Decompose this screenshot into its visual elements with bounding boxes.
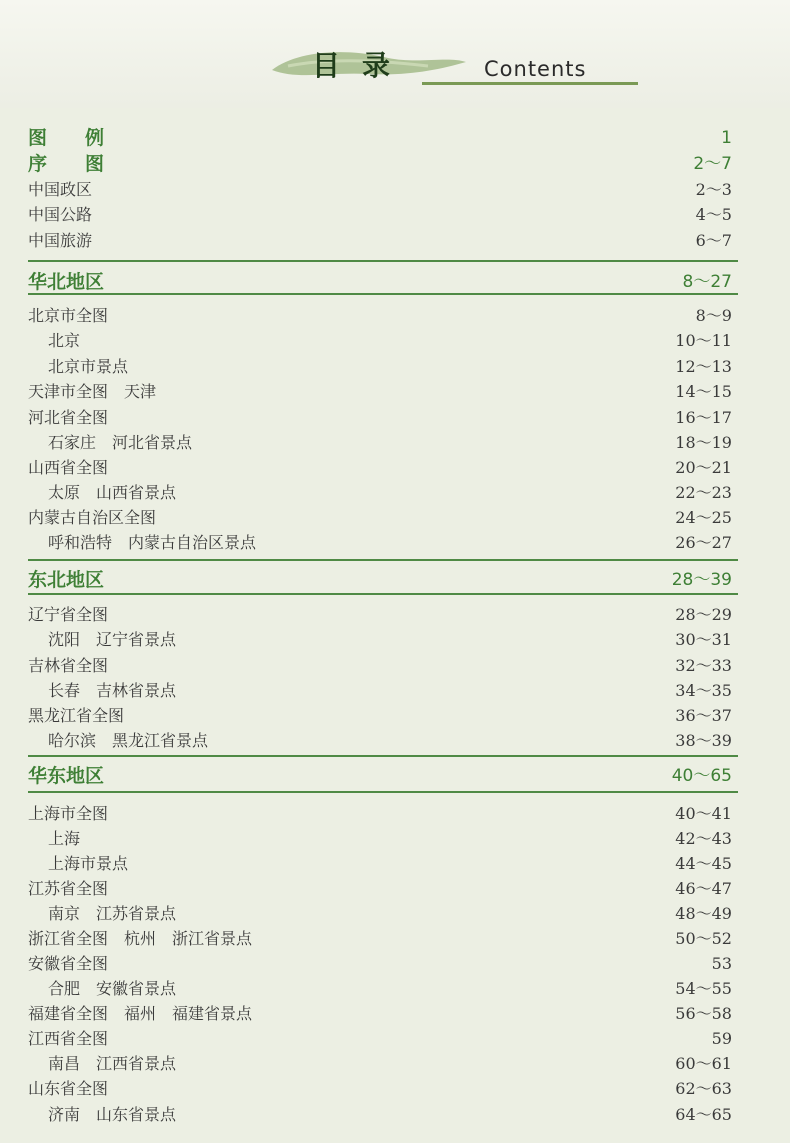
toc-entry-page: 2～3: [695, 180, 732, 199]
toc-entry-page: 36～37: [675, 706, 732, 725]
dot-leader: [194, 431, 673, 455]
toc-entry-page: 59: [711, 1029, 732, 1048]
toc-entry-title: 济南 山东省景点: [48, 1105, 177, 1124]
toc-entry-title: 内蒙古自治区全图: [28, 508, 157, 527]
dot-leader: [254, 927, 673, 951]
dot-leader: [258, 531, 673, 555]
toc-entry[interactable]: [28, 1052, 732, 1076]
toc-entry-page: 56～58: [675, 1004, 732, 1023]
section-divider: [28, 593, 738, 595]
dot-leader: [178, 628, 673, 652]
dot-leader: [82, 827, 673, 851]
toc-entry[interactable]: [28, 764, 732, 788]
toc-entry[interactable]: [28, 568, 732, 592]
toc-entry-page: 46～47: [675, 879, 732, 898]
dot-leader: [178, 1103, 673, 1127]
toc-entry-title: 北京市景点: [48, 357, 129, 376]
toc-entry[interactable]: [28, 178, 732, 202]
toc-entry-title: 东北地区: [28, 569, 105, 591]
toc-entry[interactable]: [28, 531, 732, 555]
toc-entry-title: 上海: [48, 829, 81, 848]
dot-leader: [130, 355, 673, 379]
toc-entry-title: 沈阳 辽宁省景点: [48, 630, 177, 649]
toc-entry[interactable]: [28, 380, 732, 404]
dot-leader: [110, 304, 694, 328]
toc-entry[interactable]: [28, 406, 732, 430]
toc-entry-page: 30～31: [675, 630, 732, 649]
toc-entry[interactable]: [28, 126, 732, 150]
toc-entry-page: 28～39: [671, 570, 732, 590]
toc-entry-title: 中国公路: [28, 205, 93, 224]
toc-entry-title: 哈尔滨 黑龙江省景点: [48, 731, 209, 750]
toc-entry-title: 江西省全图: [28, 1029, 109, 1048]
toc-entry[interactable]: [28, 304, 732, 328]
dot-leader: [106, 764, 670, 788]
dot-leader: [106, 270, 681, 294]
toc-entry-title: 合肥 安徽省景点: [48, 979, 177, 998]
section-divider: [28, 559, 738, 561]
dot-leader: [94, 229, 694, 253]
dot-leader: [178, 902, 673, 926]
toc-entry[interactable]: [28, 1077, 732, 1101]
toc-entry-title: 天津市全图 天津: [28, 382, 157, 401]
dot-leader: [178, 481, 673, 505]
toc-entry-page: 20～21: [675, 458, 732, 477]
toc-entry[interactable]: [28, 852, 732, 876]
toc-entry-page: 26～27: [675, 533, 732, 552]
toc-entry[interactable]: [28, 827, 732, 851]
toc-entry-title: 图 例: [28, 127, 105, 149]
toc-entry-page: 54～55: [675, 979, 732, 998]
toc-entry[interactable]: [28, 229, 732, 253]
toc-entry[interactable]: [28, 481, 732, 505]
dot-leader: [158, 506, 673, 530]
toc-entry-page: 4～5: [695, 205, 732, 224]
dot-leader: [178, 977, 673, 1001]
title-underline: [422, 82, 638, 85]
dot-leader: [110, 952, 710, 976]
toc-entry[interactable]: [28, 729, 732, 753]
toc-entry-title: 序 图: [28, 153, 105, 175]
toc-entry-title: 河北省全图: [28, 408, 109, 427]
toc-entry[interactable]: [28, 456, 732, 480]
toc-entry-title: 长春 吉林省景点: [48, 681, 177, 700]
toc-entry-page: 40～65: [671, 766, 732, 786]
dot-leader: [126, 704, 673, 728]
toc-entry[interactable]: [28, 152, 732, 176]
toc-entry-page: 12～13: [675, 357, 732, 376]
toc-entry-page: 14～15: [675, 382, 732, 401]
toc-entry[interactable]: [28, 952, 732, 976]
toc-entry-title: 华东地区: [28, 765, 105, 787]
toc-entry-page: 64～65: [675, 1105, 732, 1124]
toc-entry-title: 北京市全图: [28, 306, 109, 325]
contents-title-cn: 目录: [312, 49, 413, 82]
section-divider: [28, 755, 738, 757]
toc-entry[interactable]: [28, 679, 732, 703]
toc-entry[interactable]: [28, 431, 732, 455]
toc-entry-page: 34～35: [675, 681, 732, 700]
dot-leader: [94, 178, 694, 202]
toc-entry[interactable]: [28, 902, 732, 926]
toc-entry[interactable]: [28, 506, 732, 530]
toc-entry-page: 38～39: [675, 731, 732, 750]
contents-header: [0, 0, 790, 108]
toc-entry[interactable]: [28, 704, 732, 728]
dot-leader: [110, 406, 673, 430]
dot-leader: [94, 203, 694, 227]
dot-leader: [158, 380, 673, 404]
dot-leader: [82, 329, 673, 353]
toc-entry-title: 华北地区: [28, 271, 105, 293]
toc-entry-page: 50～52: [675, 929, 732, 948]
toc-entry-title: 石家庄 河北省景点: [48, 433, 193, 452]
toc-entry[interactable]: [28, 270, 732, 294]
toc-entry-title: 上海市全图: [28, 804, 109, 823]
dot-leader: [106, 126, 719, 150]
toc-entry[interactable]: [28, 329, 732, 353]
dot-leader: [254, 1002, 673, 1026]
toc-entry-page: 18～19: [675, 433, 732, 452]
toc-entry-title: 安徽省全图: [28, 954, 109, 973]
toc-entry[interactable]: [28, 927, 732, 951]
toc-entry-title: 黑龙江省全图: [28, 706, 125, 725]
section-divider: [28, 260, 738, 262]
toc-entry-title: 南昌 江西省景点: [48, 1054, 177, 1073]
dot-leader: [110, 603, 673, 627]
toc-entry-page: 32～33: [675, 656, 732, 675]
toc-entry-page: 53: [711, 954, 732, 973]
toc-entry[interactable]: [28, 654, 732, 678]
toc-entry-page: 44～45: [675, 854, 732, 873]
toc-entry-page: 2～7: [693, 154, 732, 174]
toc-entry-title: 山西省全图: [28, 458, 109, 477]
toc-entry-page: 42～43: [675, 829, 732, 848]
toc-entry-title: 中国旅游: [28, 231, 93, 250]
toc-entry-page: 10～11: [675, 331, 732, 350]
toc-entry-page: 48～49: [675, 904, 732, 923]
toc-entry-title: 江苏省全图: [28, 879, 109, 898]
toc-entry-title: 福建省全图 福州 福建省景点: [28, 1004, 253, 1023]
dot-leader: [130, 852, 673, 876]
toc-entry-page: 8～9: [695, 306, 732, 325]
dot-leader: [110, 456, 673, 480]
toc-entry[interactable]: [28, 877, 732, 901]
toc-entry-title: 太原 山西省景点: [48, 483, 177, 502]
toc-entry-title: 浙江省全图 杭州 浙江省景点: [28, 929, 253, 948]
toc-entry-page: 8～27: [682, 272, 732, 292]
toc-entry[interactable]: [28, 628, 732, 652]
toc-entry-page: 16～17: [675, 408, 732, 427]
dot-leader: [110, 802, 673, 826]
dot-leader: [110, 1077, 673, 1101]
toc-entry-title: 辽宁省全图: [28, 605, 109, 624]
toc-entry-title: 山东省全图: [28, 1079, 109, 1098]
toc-entry[interactable]: [28, 1103, 732, 1127]
dot-leader: [110, 877, 673, 901]
toc-entry-title: 上海市景点: [48, 854, 129, 873]
toc-entry-page: 62～63: [675, 1079, 732, 1098]
toc-entry-page: 22～23: [675, 483, 732, 502]
toc-entry[interactable]: [28, 1027, 732, 1051]
section-divider: [28, 791, 738, 793]
toc-entry[interactable]: [28, 1002, 732, 1026]
toc-entry-page: 28～29: [675, 605, 732, 624]
dot-leader: [106, 568, 670, 592]
toc-entry[interactable]: [28, 802, 732, 826]
toc-entry-page: 24～25: [675, 508, 732, 527]
toc-entry-page: 6～7: [695, 231, 732, 250]
toc-entry[interactable]: [28, 203, 732, 227]
dot-leader: [110, 1027, 710, 1051]
toc-entry[interactable]: [28, 355, 732, 379]
toc-entry-title: 中国政区: [28, 180, 93, 199]
dot-leader: [110, 654, 673, 678]
toc-entry-title: 北京: [48, 331, 81, 350]
dot-leader: [178, 1052, 673, 1076]
toc-entry[interactable]: [28, 603, 732, 627]
toc-entry-page: 60～61: [675, 1054, 732, 1073]
toc-entry-page: 40～41: [675, 804, 732, 823]
contents-title-en: Contents: [484, 57, 587, 81]
toc-entry-title: 南京 江苏省景点: [48, 904, 177, 923]
toc-entry-page: 1: [721, 128, 732, 148]
toc-entry-title: 吉林省全图: [28, 656, 109, 675]
dot-leader: [178, 679, 673, 703]
dot-leader: [106, 152, 691, 176]
toc-entry[interactable]: [28, 977, 732, 1001]
dot-leader: [210, 729, 673, 753]
toc-entry-title: 呼和浩特 内蒙古自治区景点: [48, 533, 257, 552]
